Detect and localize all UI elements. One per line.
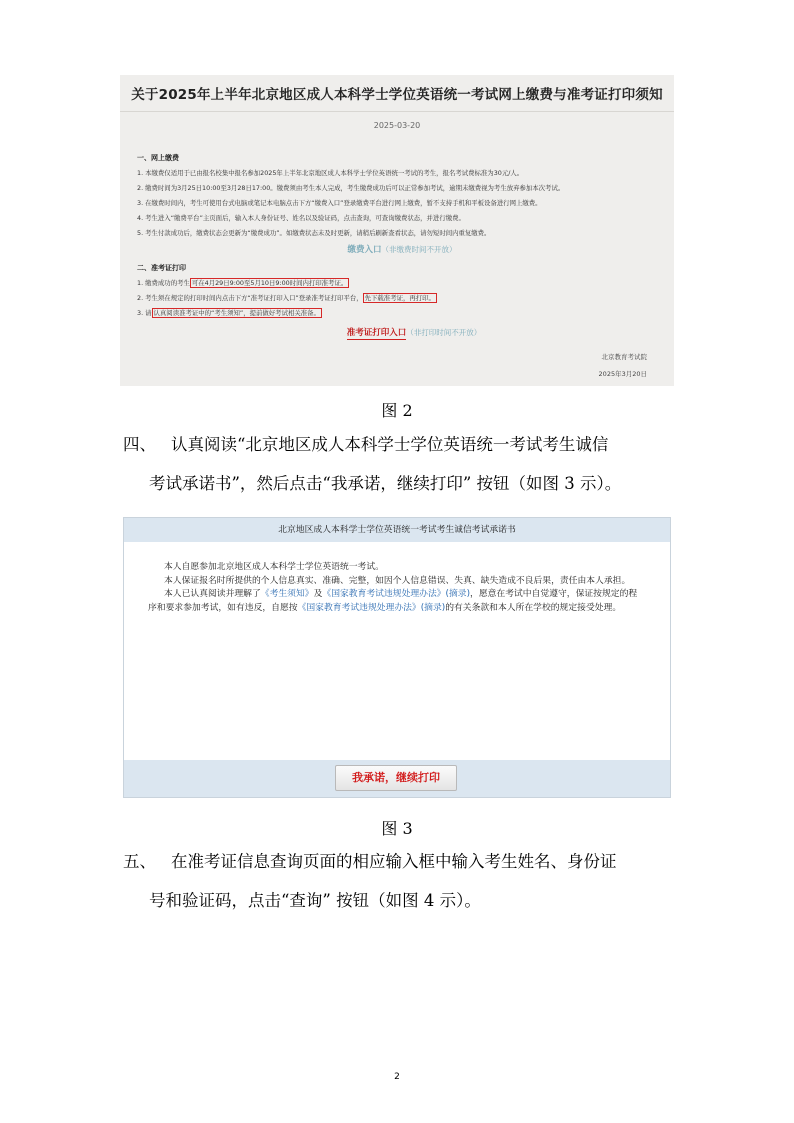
admission-item-2-text: 2. 考生须在规定的打印时间内点击下方“准考证打印入口”登录准考证打印平台， (137, 294, 363, 302)
admission-entry-note: （非打印时间不开放） (406, 328, 482, 337)
payment-entry-note: （非缴费时间不开放） (381, 245, 457, 254)
candidate-notice-link[interactable]: 《考生须知》 (260, 589, 314, 600)
payment-item-5: 5. 考生付款成功后，缴费状态会更新为“缴费成功”。如缴费状态未及时更新，请稍后刷新查看状态，请勿短时间内重复缴费。 (137, 229, 491, 237)
admission-item-3-text: 3. 请 (137, 309, 152, 317)
step-5-line-2: 号和验证码，点击“查询” 按钮（如图 4 示）。 (149, 891, 481, 910)
pledge-paragraph-2: 本人保证报名时所提供的个人信息真实、准确、完整，如因个人信息错误、失真、缺失造成不良后果，责任由本人承担。 (164, 575, 631, 586)
figure-2-caption: 图 2 (381, 401, 413, 420)
step-4-line-1: 认真阅读“北京地区成人本科学士学位英语统一考试考生诚信 (171, 435, 609, 454)
violation-rules-link[interactable]: 《国家教育考试违规处理办法》(摘录) (322, 589, 471, 600)
figure-3-caption: 图 3 (381, 819, 413, 838)
step-4-line-2: 考试承诺书”，然后点击“我承诺，继续打印” 按钮（如图 3 示）。 (149, 474, 622, 493)
section-payment-heading: 一、网上缴费 (137, 154, 179, 162)
admission-item-2-highlight: 先下载准考证，再打印。 (364, 294, 435, 302)
payment-item-3: 3. 在缴费时间内，考生可使用台式电脑或笔记本电脑点击下方“缴费入口”登录缴费平台进行网上缴费，暂不支持手机和平板设备进行网上缴费。 (137, 199, 542, 207)
step-5-line-1: 在准考证信息查询页面的相应输入框中输入考生姓名、身份证 (171, 852, 617, 871)
page-number: 2 (394, 1072, 400, 1082)
step-5-paragraph (123, 842, 683, 920)
signature-date: 2025年3月20日 (598, 370, 647, 378)
pledge-p3-part-b: 及 (313, 589, 323, 600)
payment-entry-link[interactable] (137, 242, 667, 258)
signature-org: 北京教育考试院 (601, 353, 647, 361)
violation-rules-link-2[interactable]: 《国家教育考试违规处理办法》(摘录) (297, 602, 446, 613)
figure-2-notice-screenshot (120, 75, 674, 386)
pledge-header: 北京地区成人本科学士学位英语统一考试考生诚信考试承诺书 (124, 518, 670, 542)
admission-entry-link[interactable] (137, 325, 667, 341)
pledge-p3-part-d: 的有关条款和本人所在学校的规定接受处理。 (445, 602, 622, 613)
pledge-paragraph-3 (148, 588, 642, 615)
admission-item-1-highlight: 可在4月29日9:00至5月10日9:00时间内打印准考证。 (191, 279, 348, 287)
payment-item-1: 1. 本缴费仅适用于已由报名校集中报名参加2025年上半年北京地区成人本科学士学位英语统一考试的考生，报名考试费标准为30元/人。 (137, 169, 524, 177)
step-5-number: 五、 (123, 852, 156, 871)
step-4-paragraph (123, 425, 683, 503)
admission-item-2 (137, 291, 667, 306)
payment-entry-label[interactable]: 缴费入口 (347, 245, 382, 255)
pledge-p3-part-a: 本人已认真阅读并理解了 (164, 589, 261, 600)
admission-item-3 (137, 306, 667, 321)
admission-entry-label[interactable]: 准考证打印入口 (346, 328, 407, 338)
notice-date: 2025-03-20 (373, 121, 421, 130)
pledge-footer (124, 760, 670, 797)
pledge-p3-part-c: ，愿意在考试中自觉遵守，保证按规定的程序和要求参加考试，如有违反，自愿按 (148, 589, 638, 613)
pledge-content (124, 542, 670, 615)
admission-item-3-highlight: 认真阅读准考证中的“考生须知”，提前做好考试相关准备。 (153, 309, 320, 317)
payment-item-4: 4. 考生进入“缴费平台”主页面后，输入本人身份证号、姓名以及验证码，点击查询，可查询缴费状态，并进行缴费。 (137, 214, 465, 222)
admission-item-1-text: 1. 缴费成功的考生 (137, 279, 190, 287)
payment-item-2: 2. 缴费时间为3月25日10:00至3月28日17:00。缴费须由考生本人完成，考生缴费成功后可以正常参加考试，逾期未缴费视为考生放弃参加本次考试。 (137, 184, 565, 192)
section-admission-heading: 二、准考证打印 (137, 264, 186, 272)
figure-3-pledge-screenshot (123, 517, 671, 798)
pledge-paragraph-1: 本人自愿参加北京地区成人本科学士学位英语统一考试。 (164, 562, 384, 572)
admission-item-1 (137, 276, 667, 291)
pledge-continue-print-button[interactable]: 我承诺，继续打印 (335, 765, 457, 791)
notice-body (137, 151, 667, 341)
step-4-number: 四、 (123, 435, 156, 454)
notice-title: 关于2025年上半年北京地区成人本科学士学位英语统一考试网上缴费与准考证打印须知 (120, 75, 674, 112)
